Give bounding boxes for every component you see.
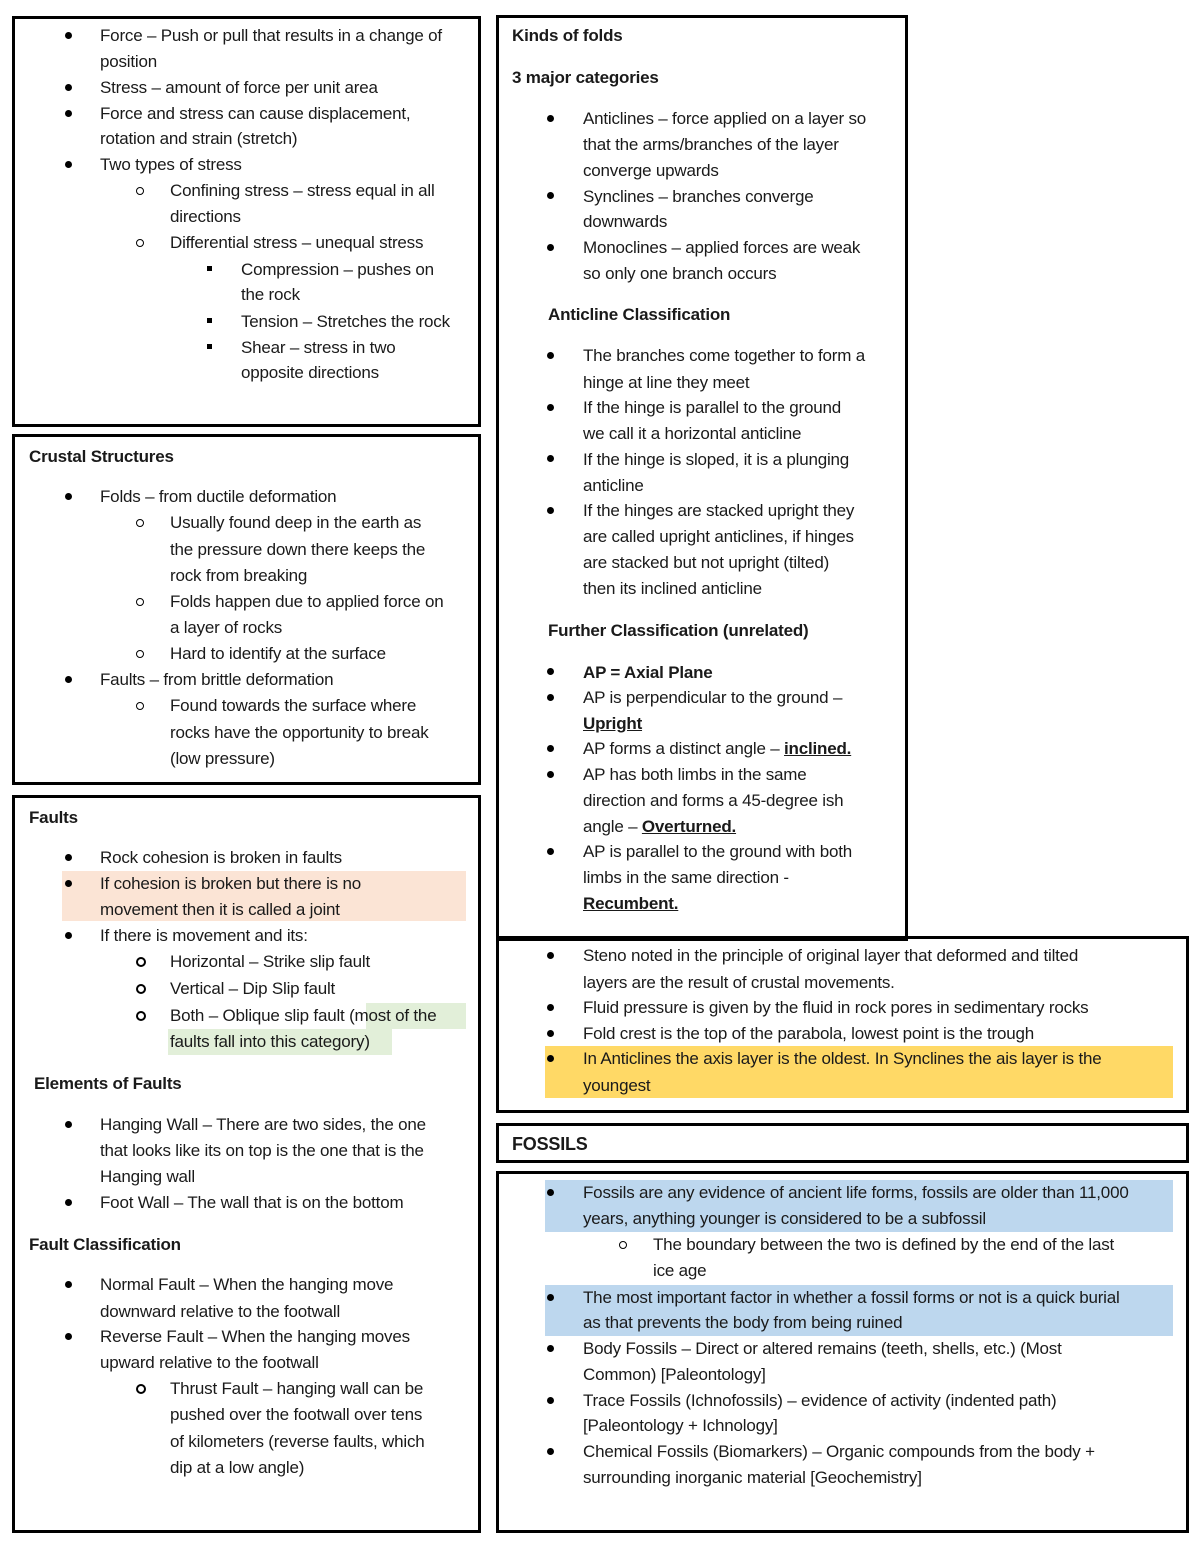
fossils-line: The most important factor in whether a fossil forms or not is a quick burial xyxy=(583,1288,1120,1307)
crustal-line: Folds – from ductile deformation xyxy=(100,487,337,506)
bullet xyxy=(547,455,554,462)
faults-line: If there is movement and its: xyxy=(100,926,308,945)
steno-line: Fluid pressure is given by the fluid in rock pores in sedimentary rocks xyxy=(583,998,1089,1017)
faults-line: If cohesion is broken but there is no xyxy=(100,874,361,893)
fault-classification-heading: Fault Classification xyxy=(29,1235,181,1254)
faults-line: Hanging Wall – There are two sides, the one xyxy=(100,1115,426,1134)
sub-bullet xyxy=(136,239,144,247)
folds-line: converge upwards xyxy=(583,161,719,180)
faults-line: Hanging wall xyxy=(100,1167,195,1186)
bullet xyxy=(65,880,72,887)
faults-line: Rock cohesion is broken in faults xyxy=(100,848,342,867)
faults-line: of kilometers (reverse faults, which xyxy=(170,1432,425,1451)
stress-line: the rock xyxy=(241,285,300,304)
fossils-line: ice age xyxy=(653,1261,707,1280)
stress-line: Confining stress – stress equal in all xyxy=(170,181,435,200)
fossils-title: FOSSILS xyxy=(512,1134,588,1154)
crustal-heading: Crustal Structures xyxy=(29,447,174,466)
sub-bullet xyxy=(136,187,144,195)
bullet xyxy=(547,192,554,199)
fossils-line: Common) [Paleontology] xyxy=(583,1365,766,1384)
sub-bullet xyxy=(136,1384,146,1394)
sub-bullet xyxy=(136,957,146,967)
crustal-line: Faults – from brittle deformation xyxy=(100,670,334,689)
bullet xyxy=(547,771,554,778)
stress-line: opposite directions xyxy=(241,363,379,382)
faults-line: downward relative to the footwall xyxy=(100,1302,341,1321)
folds-line: AP is perpendicular to the ground – xyxy=(583,688,843,707)
bullet xyxy=(65,1333,72,1340)
faults-line: Vertical – Dip Slip fault xyxy=(170,979,336,998)
folds-line: Anticlines – force applied on a layer so xyxy=(583,109,867,128)
faults-line: Horizontal – Strike slip fault xyxy=(170,952,370,971)
crustal-line: a layer of rocks xyxy=(170,618,283,637)
fossils-line: surrounding inorganic material [Geochemistry] xyxy=(583,1468,922,1487)
folds-line: are called upright anticlines, if hinges xyxy=(583,527,854,546)
fossils-line: as that prevents the body from being ruined xyxy=(583,1313,903,1332)
faults-line: upward relative to the footwall xyxy=(100,1353,319,1372)
folds-line: Synclines – branches converge xyxy=(583,187,814,206)
stress-line: Force – Push or pull that results in a change of xyxy=(100,26,442,45)
steno-line: Steno noted in the principle of original layer that deformed and tilted xyxy=(583,946,1079,965)
faults-line: faults fall into this category) xyxy=(170,1032,370,1051)
stress-line: Compression – pushes on xyxy=(241,260,434,279)
bullet xyxy=(547,694,554,701)
bullet xyxy=(547,1030,554,1037)
folds-line: Upright xyxy=(583,714,643,733)
stress-line: rotation and strain (stretch) xyxy=(100,129,298,148)
steno-line: youngest xyxy=(583,1076,651,1095)
crustal-line: rock from breaking xyxy=(170,566,308,585)
sub-bullet xyxy=(136,1011,146,1021)
folds-line: then its inclined anticline xyxy=(583,579,762,598)
bullet xyxy=(65,676,72,683)
sub-bullet xyxy=(619,1241,627,1249)
faults-line: Reverse Fault – When the hanging moves xyxy=(100,1327,410,1346)
bullet xyxy=(547,1397,554,1404)
faults-heading: Faults xyxy=(29,808,78,827)
faults-line: Thrust Fault – hanging wall can be xyxy=(170,1379,424,1398)
folds-line: hinge at line they meet xyxy=(583,373,750,392)
faults-line: Normal Fault – When the hanging move xyxy=(100,1275,394,1294)
bullet xyxy=(547,848,554,855)
folds-line: AP = Axial Plane xyxy=(583,663,713,682)
folds-subheading: 3 major categories xyxy=(512,68,659,87)
faults-line: Foot Wall – The wall that is on the bottom xyxy=(100,1193,404,1212)
bullet xyxy=(65,110,72,117)
faults-line: pushed over the footwall over tens xyxy=(170,1405,423,1424)
fossils-title-box xyxy=(496,1123,1189,1163)
stress-line: Force and stress can cause displacement, xyxy=(100,104,411,123)
steno-line: layers are the result of crustal movements. xyxy=(583,973,895,992)
sub-bullet xyxy=(136,702,144,710)
folds-line: AP is parallel to the ground with both xyxy=(583,842,852,861)
faults-line: Both – Oblique slip fault (most of the xyxy=(170,1006,437,1025)
steno-line: In Anticlines the axis layer is the oldest. In Synclines the ais layer is the xyxy=(583,1049,1102,1068)
bullet xyxy=(65,32,72,39)
folds-line: If the hinge is parallel to the ground xyxy=(583,398,841,417)
fossils-line: [Paleontology + Ichnology] xyxy=(583,1416,778,1435)
folds-heading: Kinds of folds xyxy=(512,26,623,45)
bullet xyxy=(547,1448,554,1455)
fossils-line: Trace Fossils (Ichnofossils) – evidence of activity (indented path) xyxy=(583,1391,1057,1410)
bullet xyxy=(65,84,72,91)
folds-line: Monoclines – applied forces are weak xyxy=(583,238,861,257)
sub-bullet xyxy=(136,598,144,606)
folds-line: The branches come together to form a xyxy=(583,346,865,365)
folds-line: we call it a horizontal anticline xyxy=(583,424,802,443)
folds-line: direction and forms a 45-degree ish xyxy=(583,791,844,810)
sub-bullet xyxy=(136,650,144,658)
sub-sub-bullet xyxy=(207,266,212,271)
fossils-line: Chemical Fossils (Biomarkers) – Organic compounds from the body + xyxy=(583,1442,1095,1461)
sub-bullet xyxy=(136,519,144,527)
sub-bullet xyxy=(136,984,146,994)
crustal-line: Usually found deep in the earth as xyxy=(170,513,422,532)
fossils-line: Body Fossils – Direct or altered remains (teeth, shells, etc.) (Most xyxy=(583,1339,1062,1358)
bullet xyxy=(65,1121,72,1128)
bullet xyxy=(547,1189,554,1196)
bullet xyxy=(547,404,554,411)
faults-line: that looks like its on top is the one that is the xyxy=(100,1141,424,1160)
sub-sub-bullet xyxy=(207,344,212,349)
stress-line: Stress – amount of force per unit area xyxy=(100,78,378,97)
bullet xyxy=(65,1281,72,1288)
bullet xyxy=(547,952,554,959)
crustal-line: Folds happen due to applied force on xyxy=(170,592,444,611)
stress-line: Differential stress – unequal stress xyxy=(170,233,424,252)
bullet xyxy=(547,352,554,359)
bullet xyxy=(65,932,72,939)
stress-line: Tension – Stretches the rock xyxy=(241,312,450,331)
faults-line: movement then it is called a joint xyxy=(100,900,340,919)
elements-heading: Elements of Faults xyxy=(34,1074,182,1093)
stress-line: directions xyxy=(170,207,241,226)
folds-line: AP has both limbs in the same xyxy=(583,765,807,784)
faults-line: dip at a low angle) xyxy=(170,1458,305,1477)
folds-line: that the arms/branches of the layer xyxy=(583,135,839,154)
crustal-line: the pressure down there keeps the xyxy=(170,540,426,559)
stress-line: Shear – stress in two xyxy=(241,338,396,357)
folds-line: downwards xyxy=(583,212,668,231)
bullet xyxy=(547,507,554,514)
stress-line: position xyxy=(100,52,157,71)
bullet xyxy=(65,493,72,500)
bullet xyxy=(547,1294,554,1301)
folds-line: Recumbent. xyxy=(583,894,679,913)
bullet xyxy=(65,854,72,861)
bullet xyxy=(547,1345,554,1352)
bullet xyxy=(65,1199,72,1206)
crustal-line: (low pressure) xyxy=(170,749,275,768)
stress-line: Two types of stress xyxy=(100,155,242,174)
folds-line: anticline xyxy=(583,476,644,495)
further-classification-heading: Further Classification (unrelated) xyxy=(548,621,809,640)
folds-line: limbs in the same direction - xyxy=(583,868,789,887)
sub-sub-bullet xyxy=(207,318,212,323)
crustal-line: Hard to identify at the surface xyxy=(170,644,386,663)
crustal-line: Found towards the surface where xyxy=(170,696,417,715)
folds-line: angle – Overturned. xyxy=(583,817,737,836)
folds-line: If the hinge is sloped, it is a plunging xyxy=(583,450,850,469)
anticline-classification-heading: Anticline Classification xyxy=(548,305,731,324)
bullet xyxy=(547,1055,554,1062)
folds-line: AP forms a distinct angle – inclined. xyxy=(583,739,852,758)
fossils-line: Fossils are any evidence of ancient life forms, fossils are older than 11,000 xyxy=(583,1183,1129,1202)
bullet xyxy=(65,161,72,168)
fossils-line: The boundary between the two is defined by the end of the last xyxy=(653,1235,1115,1254)
bullet xyxy=(547,668,554,675)
folds-line: so only one branch occurs xyxy=(583,264,777,283)
fossils-line: years, anything younger is considered to be a subfossil xyxy=(583,1209,986,1228)
bullet xyxy=(547,745,554,752)
folds-line: If the hinges are stacked upright they xyxy=(583,501,855,520)
bullet xyxy=(547,115,554,122)
bullet xyxy=(547,244,554,251)
bullet xyxy=(547,1004,554,1011)
folds-line: are stacked but not upright (tilted) xyxy=(583,553,830,572)
crustal-line: rocks have the opportunity to break xyxy=(170,723,429,742)
steno-line: Fold crest is the top of the parabola, lowest point is the trough xyxy=(583,1024,1034,1043)
